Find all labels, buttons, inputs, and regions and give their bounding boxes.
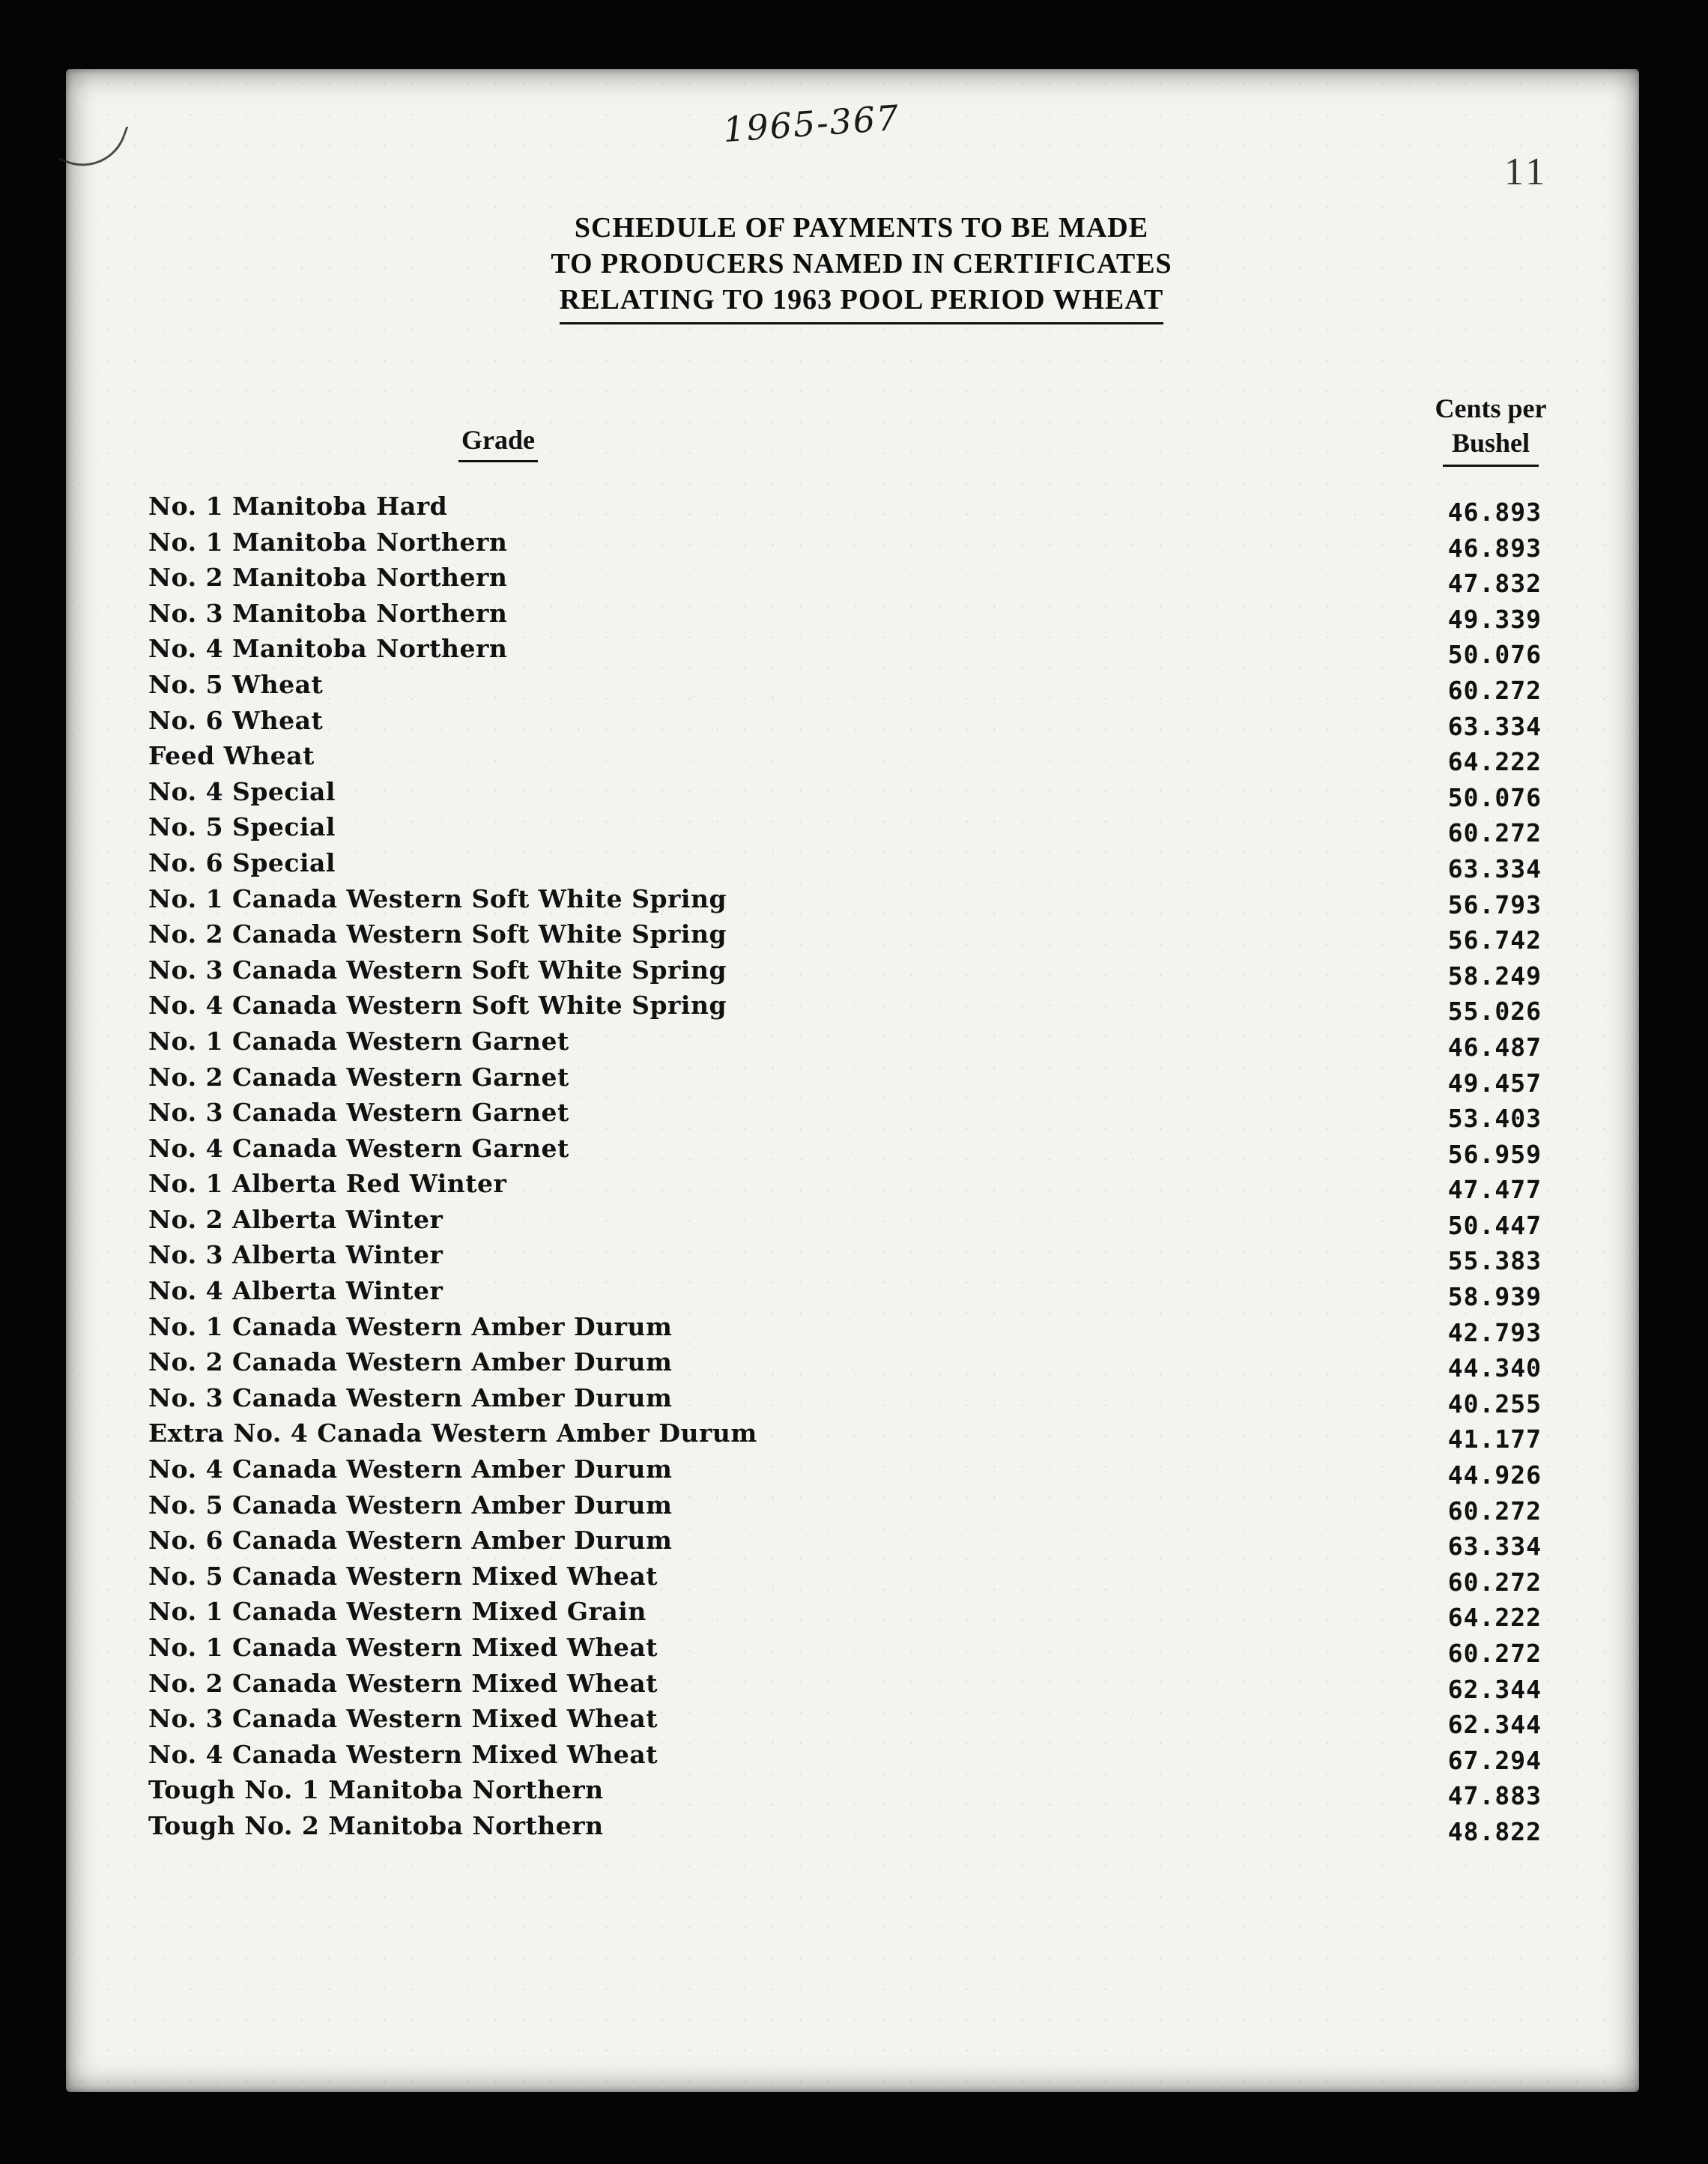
grade-cell: No. 6 Wheat: [148, 705, 324, 735]
title-line-1: SCHEDULE OF PAYMENTS TO BE MADE: [574, 212, 1149, 244]
grade-cell: No. 3 Alberta Winter: [148, 1240, 443, 1270]
table-row: [148, 1669, 1542, 1705]
grade-cell: No. 5 Wheat: [148, 669, 324, 699]
table-row: [148, 777, 1542, 813]
cents-per-bushel-cell: 60.272: [1447, 675, 1542, 705]
table-row: [148, 1063, 1542, 1098]
grade-cell: No. 5 Canada Western Amber Durum: [148, 1490, 673, 1520]
cents-per-bushel-cell: 55.383: [1447, 1246, 1542, 1276]
cents-per-bushel-cell: 60.272: [1447, 818, 1542, 848]
table-row: [148, 1383, 1542, 1419]
cents-per-bushel-cell: 44.340: [1447, 1353, 1542, 1383]
table-row: [148, 848, 1542, 884]
cents-per-bushel-cell: 47.832: [1447, 569, 1542, 599]
table-row: [148, 1704, 1542, 1740]
grade-cell: No. 3 Manitoba Northern: [148, 598, 508, 628]
grade-cell: No. 1 Manitoba Hard: [148, 492, 448, 521]
table-row: [148, 1134, 1542, 1170]
cents-per-bushel-cell: 42.793: [1447, 1317, 1542, 1347]
cents-per-bushel-cell: 60.272: [1447, 1496, 1542, 1526]
grade-cell: No. 4 Canada Western Mixed Wheat: [148, 1739, 658, 1769]
cents-column-header: [1408, 391, 1573, 467]
cents-per-bushel-cell: 46.487: [1447, 1032, 1542, 1062]
grade-cell: No. 4 Manitoba Northern: [148, 634, 508, 664]
cents-per-bushel-cell: 60.272: [1447, 1567, 1542, 1597]
cents-per-bushel-cell: 63.334: [1447, 711, 1542, 741]
table-row: [148, 1775, 1542, 1811]
cents-per-bushel-cell: 50.447: [1447, 1210, 1542, 1240]
cents-per-bushel-cell: 67.294: [1447, 1745, 1542, 1775]
grade-cell: No. 1 Canada Western Garnet: [148, 1026, 569, 1056]
grade-column-header: Grade: [458, 424, 538, 462]
cents-per-bushel-cell: 58.939: [1447, 1282, 1542, 1312]
table-row: [148, 955, 1542, 991]
cents-per-bushel-cell: 47.477: [1447, 1175, 1542, 1205]
table-row: [148, 1740, 1542, 1776]
grade-cell: No. 4 Canada Western Amber Durum: [148, 1454, 673, 1484]
grade-cell: Tough No. 1 Manitoba Northern: [148, 1775, 604, 1805]
cents-per-bushel-cell: 56.793: [1447, 889, 1542, 919]
handwritten-note: 1965-367: [721, 97, 902, 151]
cents-per-bushel-cell: 60.272: [1447, 1639, 1542, 1668]
cents-per-bushel-cell: 49.339: [1447, 604, 1542, 634]
page-number: 11: [1504, 151, 1548, 193]
grade-cell: No. 2 Manitoba Northern: [148, 563, 508, 593]
grade-cell: No. 4 Alberta Winter: [148, 1276, 443, 1306]
cents-per-bushel-cell: 62.344: [1447, 1710, 1542, 1740]
cents-per-bushel-cell: 49.457: [1447, 1068, 1542, 1098]
grade-cell: No. 3 Canada Western Amber Durum: [148, 1382, 673, 1412]
table-row: [148, 492, 1542, 528]
grade-cell: No. 1 Manitoba Northern: [148, 527, 508, 557]
grade-cell: No. 4 Canada Western Garnet: [148, 1133, 569, 1163]
table-row: [148, 599, 1542, 635]
grade-cell: Tough No. 2 Manitoba Northern: [148, 1810, 604, 1840]
table-row: [148, 1490, 1542, 1526]
table-row: [148, 1633, 1542, 1669]
grade-cell: No. 5 Special: [148, 812, 336, 842]
cents-per-bushel-cell: 46.893: [1447, 498, 1542, 527]
cents-per-bushel-cell: 56.742: [1447, 925, 1542, 955]
cents-per-bushel-cell: 50.076: [1447, 640, 1542, 670]
table-row: [148, 670, 1542, 706]
document-title: [479, 210, 1244, 324]
grade-cell: No. 2 Canada Western Mixed Wheat: [148, 1668, 658, 1698]
table-row: [148, 706, 1542, 742]
grade-cell: No. 1 Canada Western Mixed Wheat: [148, 1633, 658, 1662]
table-row: [148, 741, 1542, 777]
cents-per-bushel-cell: 40.255: [1447, 1388, 1542, 1418]
grade-cell: No. 2 Canada Western Garnet: [148, 1062, 569, 1092]
cents-header-line-2: Bushel: [1443, 426, 1539, 467]
table-row: [148, 1811, 1542, 1847]
cents-header-line-1: Cents per: [1435, 393, 1547, 423]
cents-per-bushel-cell: 44.926: [1447, 1460, 1542, 1490]
grade-cell: No. 1 Canada Western Amber Durum: [148, 1311, 673, 1341]
grade-cell: No. 3 Canada Western Garnet: [148, 1098, 569, 1128]
grade-cell: No. 2 Canada Western Amber Durum: [148, 1347, 673, 1377]
cents-per-bushel-cell: 41.177: [1447, 1424, 1542, 1454]
table-row: [148, 1454, 1542, 1490]
cents-per-bushel-cell: 53.403: [1447, 1104, 1542, 1134]
table-row: [148, 1418, 1542, 1454]
table-row: [148, 634, 1542, 670]
table-row: [148, 1169, 1542, 1205]
grade-cell: No. 5 Canada Western Mixed Wheat: [148, 1561, 658, 1591]
grade-cell: No. 1 Canada Western Soft White Spring: [148, 883, 727, 913]
cents-per-bushel-cell: 64.222: [1447, 1603, 1542, 1633]
grade-cell: No. 6 Canada Western Amber Durum: [148, 1526, 673, 1556]
grade-cell: No. 1 Alberta Red Winter: [148, 1169, 507, 1199]
table-row: [148, 812, 1542, 848]
cents-per-bushel-cell: 48.822: [1447, 1816, 1542, 1846]
cents-per-bushel-cell: 63.334: [1447, 853, 1542, 883]
cents-per-bushel-cell: 47.883: [1447, 1781, 1542, 1811]
table-row: [148, 1312, 1542, 1348]
cents-per-bushel-cell: 56.959: [1447, 1139, 1542, 1169]
cents-per-bushel-cell: 46.893: [1447, 533, 1542, 563]
cents-per-bushel-cell: 50.076: [1447, 782, 1542, 812]
grade-cell: No. 2 Canada Western Soft White Spring: [148, 919, 727, 949]
grade-cell: No. 4 Special: [148, 776, 336, 806]
cents-per-bushel-cell: 64.222: [1447, 747, 1542, 777]
grade-cell: No. 3 Canada Western Mixed Wheat: [148, 1704, 658, 1734]
grade-cell: No. 1 Canada Western Mixed Grain: [148, 1597, 646, 1627]
table-row: [148, 1562, 1542, 1598]
table-row: [148, 1276, 1542, 1312]
grade-cell: Extra No. 4 Canada Western Amber Durum: [148, 1418, 757, 1448]
grade-cell: No. 2 Alberta Winter: [148, 1204, 443, 1234]
grade-cell: No. 3 Canada Western Soft White Spring: [148, 955, 727, 985]
cents-per-bushel-cell: 58.249: [1447, 961, 1542, 991]
table-row: [148, 528, 1542, 563]
cents-per-bushel-cell: 62.344: [1447, 1674, 1542, 1704]
table-row: [148, 1027, 1542, 1063]
title-line-3: RELATING TO 1963 POOL PERIOD WHEAT: [560, 282, 1163, 324]
table-row: [148, 1526, 1542, 1562]
payment-schedule-table: [148, 492, 1542, 1847]
table-row: [148, 884, 1542, 920]
cents-per-bushel-cell: 63.334: [1447, 1532, 1542, 1562]
cents-per-bushel-cell: 55.026: [1447, 997, 1542, 1027]
grade-cell: No. 4 Canada Western Soft White Spring: [148, 991, 727, 1021]
table-row: [148, 1597, 1542, 1633]
table-row: [148, 1205, 1542, 1241]
table-row: [148, 1240, 1542, 1276]
title-line-2: TO PRODUCERS NAMED IN CERTIFICATES: [551, 248, 1172, 279]
table-row: [148, 991, 1542, 1027]
table-row: [148, 563, 1542, 599]
table-row: [148, 919, 1542, 955]
table-row: [148, 1098, 1542, 1134]
grade-cell: No. 6 Special: [148, 847, 336, 877]
grade-cell: Feed Wheat: [148, 741, 315, 771]
table-row: [148, 1347, 1542, 1383]
